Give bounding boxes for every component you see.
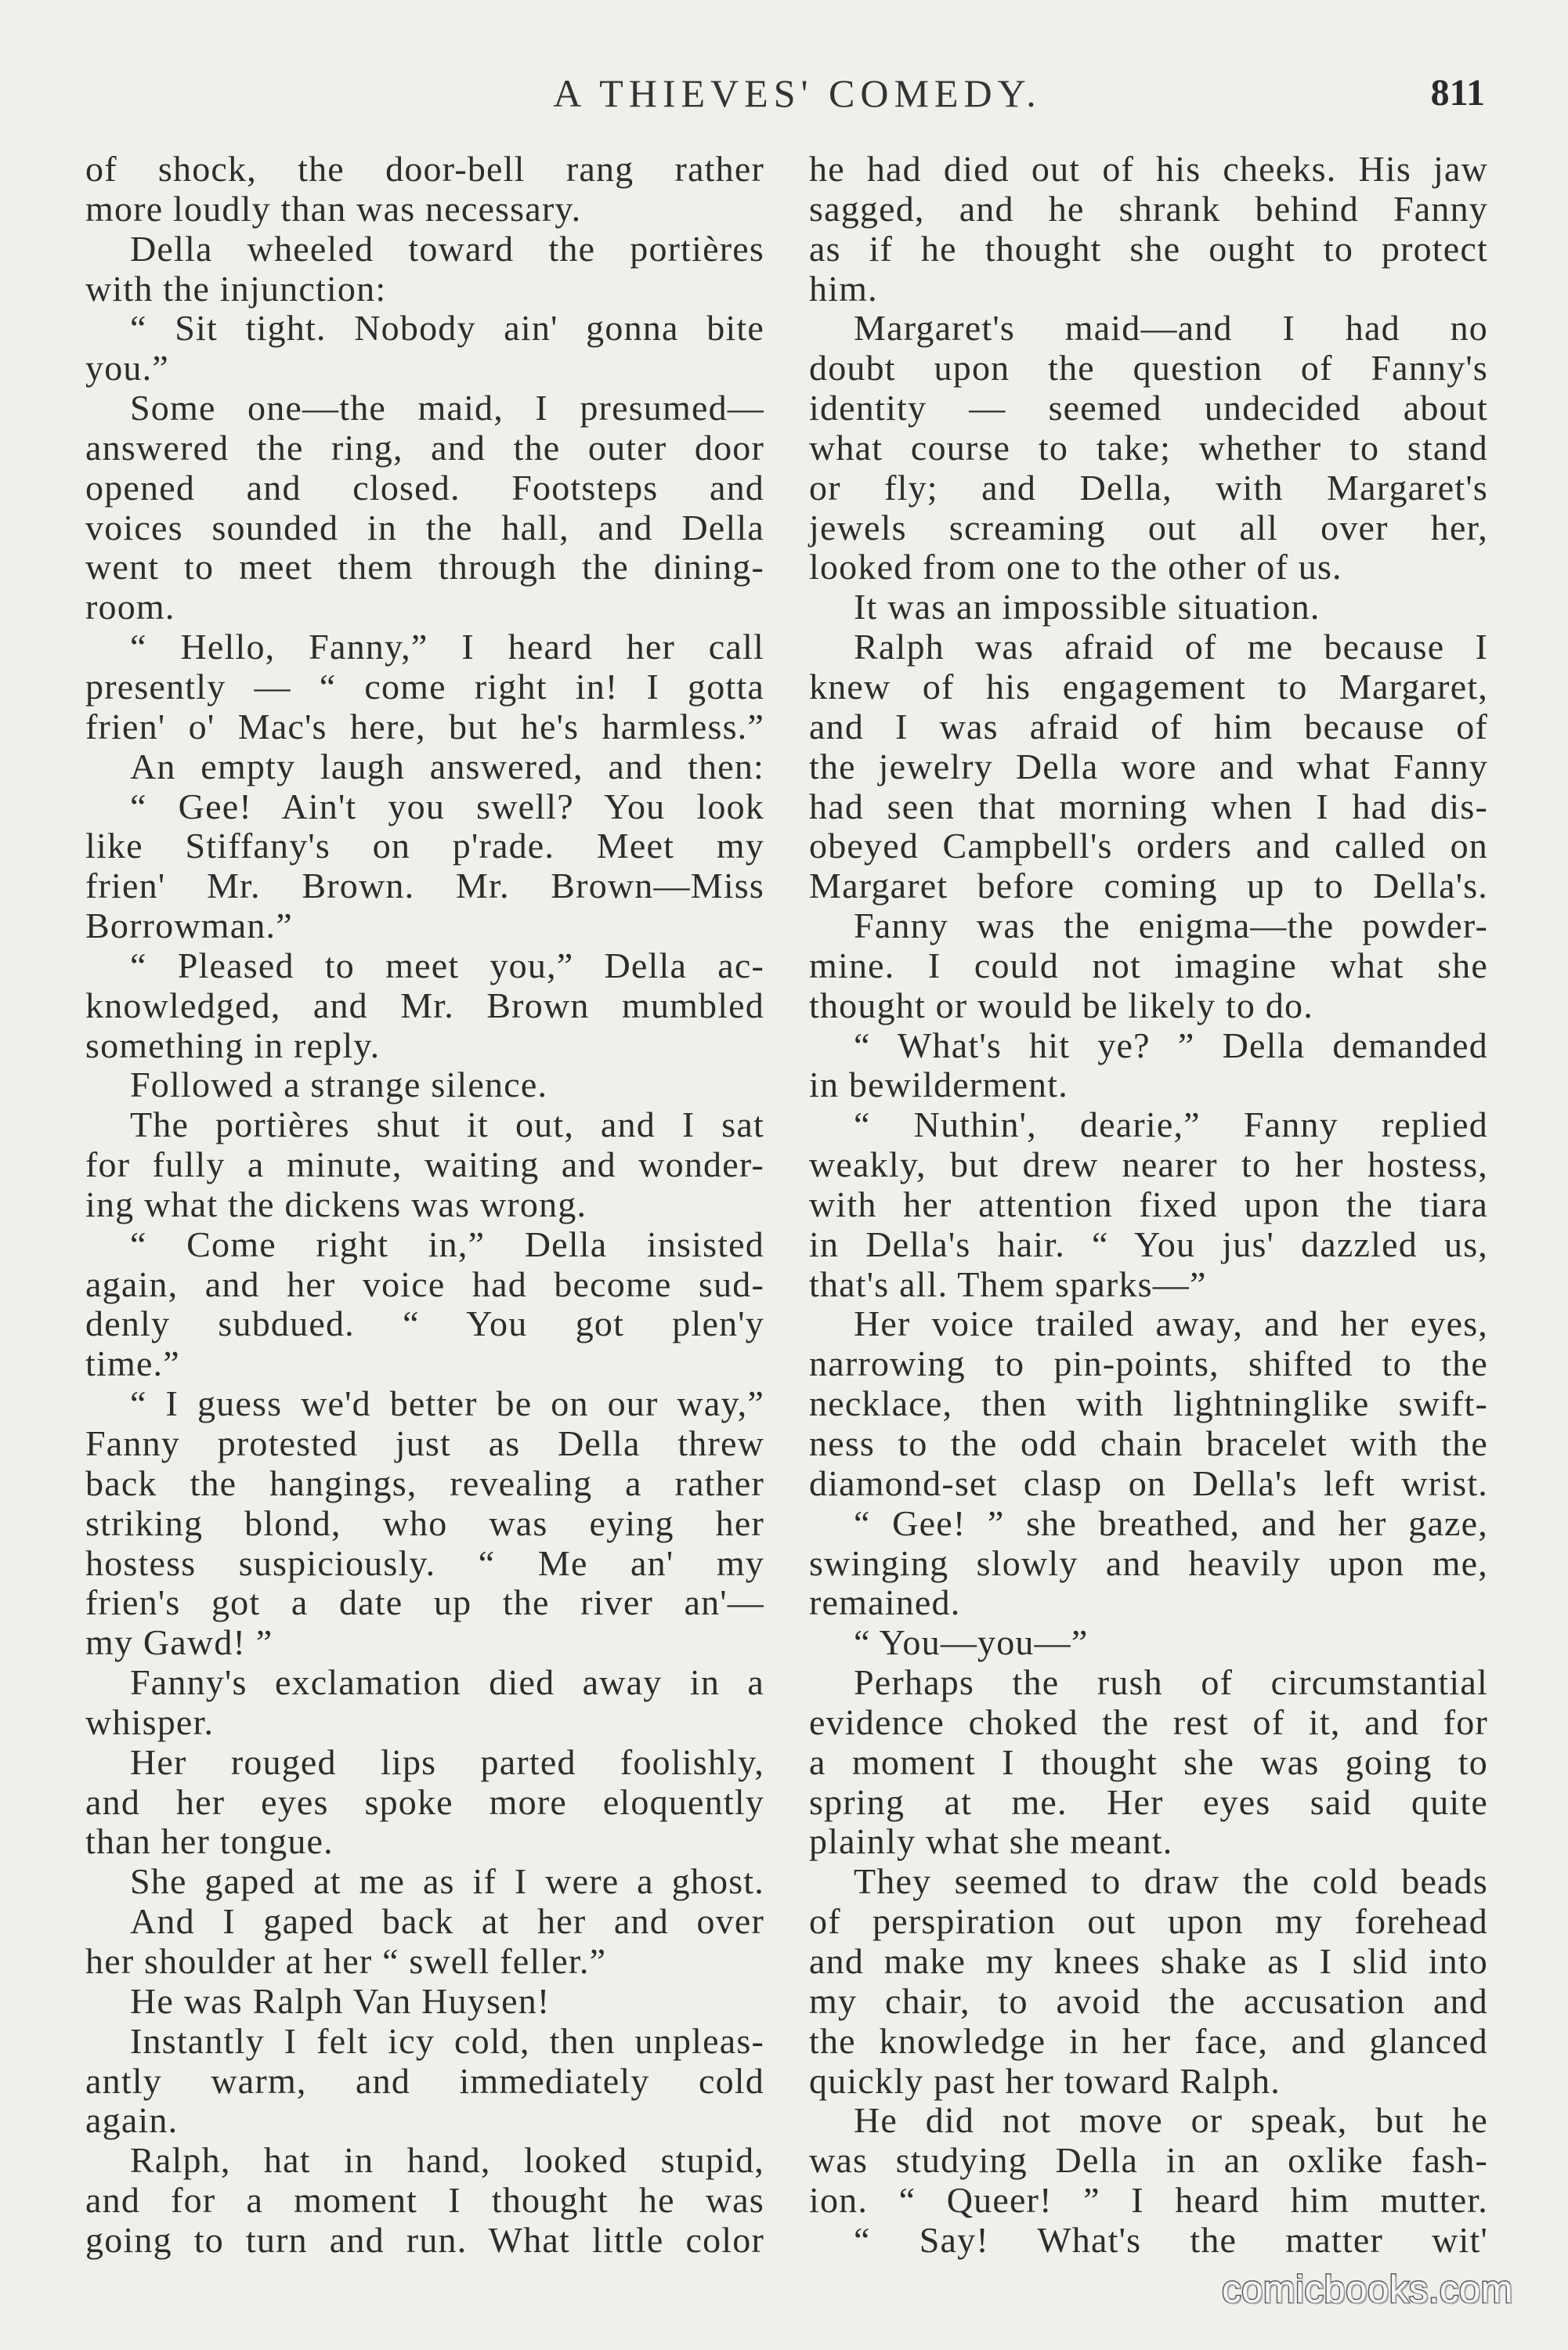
text-line: or fly; and Della, with Margaret's (809, 467, 1488, 508)
text-line: Ralph, hat in hand, looked stupid, (130, 2140, 764, 2181)
page-number: 811 (1430, 72, 1485, 114)
text-line: “ Say! What's the matter wit' (854, 2219, 1488, 2260)
text-line: a moment I thought she was going to (809, 1741, 1488, 1782)
text-line: She gaped at me as if I were a ghost. (130, 1861, 764, 1902)
text-line: what course to take; whether to stand (809, 427, 1488, 468)
text-line: in Della's hair. “ You jus' dazzled us, (809, 1224, 1488, 1264)
text-line: obeyed Campbell's orders and called on (809, 826, 1488, 866)
text-line: An empty laugh answered, and then: (130, 746, 764, 786)
text-line: Ralph was afraid of me because I (854, 627, 1488, 667)
text-line: presently — “ come right in! I gotta (85, 666, 764, 707)
text-line: of shock, the door-bell rang rather (85, 149, 764, 189)
text-line: hostess suspiciously. “ Me an' my (85, 1542, 764, 1583)
text-line: whisper. (85, 1701, 215, 1742)
text-line: Fanny's exclamation died away in a (130, 1662, 764, 1703)
left-column (85, 150, 764, 2261)
text-line: and I was afraid of him because of (809, 706, 1488, 747)
text-line: time.” (85, 1343, 180, 1384)
text-line: Perhaps the rush of circumstantial (854, 1662, 1488, 1703)
text-line: spring at me. Her eyes said quite (809, 1781, 1488, 1822)
text-line: frien' o' Mac's here, but he's harmless.” (85, 706, 764, 747)
text-line: sagged, and he shrank behind Fanny (809, 188, 1488, 229)
text-line: diamond-set clasp on Della's left wrist. (809, 1462, 1488, 1503)
text-line: He was Ralph Van Huysen! (130, 1980, 551, 2021)
running-title: A THIEVES' COMEDY. (553, 71, 1042, 115)
text-line: “ Nuthin', dearie,” Fanny replied (854, 1104, 1488, 1145)
text-line: with her attention fixed upon the tiara (809, 1184, 1488, 1224)
text-line: striking blond, who was eying her (85, 1502, 764, 1543)
text-line: going to turn and run. What little color (85, 2219, 764, 2260)
text-line: looked from one to the other of us. (809, 547, 1342, 588)
text-line: “ Gee! Ain't you swell? You look (130, 786, 764, 826)
text-line: he had died out of his cheeks. His jaw (809, 149, 1488, 189)
text-line: frien's got a date up the river an'— (85, 1582, 764, 1623)
text-line: Margaret before coming up to Della's. (809, 866, 1488, 906)
text-line: Her rouged lips parted foolishly, (130, 1741, 764, 1782)
right-column (809, 150, 1488, 2261)
text-line: mine. I could not imagine what she (809, 945, 1488, 985)
text-line: the jewelry Della wore and what Fanny (809, 746, 1488, 786)
text-line: “ What's hit ye? ” Della demanded (854, 1025, 1488, 1065)
watermark: comicbooks.com (1222, 2269, 1513, 2311)
text-line: opened and closed. Footsteps and (85, 467, 764, 508)
text-line: more loudly than was necessary. (85, 188, 582, 229)
text-line: ness to the odd chain bracelet with the (809, 1423, 1488, 1463)
text-line: ion. “ Queer! ” I heard him mutter. (809, 2180, 1488, 2221)
text-line: “ I guess we'd better be on our way,” (130, 1383, 764, 1424)
text-line: Fanny was the enigma—the powder- (854, 906, 1488, 946)
text-line: answered the ring, and the outer door (85, 427, 764, 468)
text-line: my Gawd! ” (85, 1622, 273, 1663)
text-line: knew of his engagement to Margaret, (809, 666, 1488, 707)
text-line: for fully a minute, waiting and wonder- (85, 1144, 764, 1185)
text-line: thought or would be likely to do. (809, 985, 1313, 1025)
text-line: the knowledge in her face, and glanced (809, 2020, 1488, 2061)
text-line: “ Come right in,” Della insisted (130, 1224, 764, 1264)
text-line: And I gaped back at her and over (130, 1901, 764, 1942)
text-line: jewels screaming out all over her, (809, 507, 1488, 548)
text-line: doubt upon the question of Fanny's (809, 348, 1488, 389)
text-line: “ Pleased to meet you,” Della ac- (130, 945, 764, 985)
text-line: ing what the dickens was wrong. (85, 1184, 587, 1224)
text-line: evidence choked the rest of it, and for (809, 1701, 1488, 1742)
text-line: They seemed to draw the cold beads (854, 1861, 1488, 1902)
text-line: He did not move or speak, but he (854, 2100, 1488, 2141)
text-line: It was an impossible situation. (854, 587, 1321, 627)
text-line: swinging slowly and heavily upon me, (809, 1542, 1488, 1583)
text-line: Margaret's maid—and I had no (854, 308, 1488, 349)
text-line: “ Hello, Fanny,” I heard her call (130, 627, 764, 667)
text-line: that's all. Them sparks—” (809, 1264, 1207, 1304)
text-line: quickly past her toward Ralph. (809, 2060, 1281, 2101)
text-line: knowledged, and Mr. Brown mumbled (85, 985, 764, 1025)
text-line: and make my knees shake as I slid into (809, 1940, 1488, 1981)
text-line: went to meet them through the dining- (85, 547, 764, 588)
text-line: remained. (809, 1582, 961, 1623)
text-line: had seen that morning when I had dis- (809, 786, 1488, 826)
text-line: voices sounded in the hall, and Della (85, 507, 764, 548)
text-line: frien' Mr. Brown. Mr. Brown—Miss (85, 866, 764, 906)
text-line: of perspiration out upon my forehead (809, 1901, 1488, 1942)
text-line: Followed a strange silence. (130, 1065, 548, 1105)
text-line: The portières shut it out, and I sat (130, 1104, 764, 1145)
text-line: denly subdued. “ You got plen'y (85, 1303, 764, 1344)
text-line: Fanny protested just as Della threw (85, 1423, 764, 1463)
text-line: something in reply. (85, 1025, 381, 1065)
text-line: and for a moment I thought he was (85, 2180, 764, 2221)
text-line: plainly what she meant. (809, 1821, 1173, 1862)
text-line: identity — seemed undecided about (809, 388, 1488, 428)
text-line: Instantly I felt icy cold, then unpleas- (130, 2020, 764, 2061)
text-line: Borrowman.” (85, 906, 293, 946)
text-line: and her eyes spoke more eloquently (85, 1781, 764, 1822)
text-line: Some one—the maid, I presumed— (130, 388, 764, 428)
text-line: than her tongue. (85, 1821, 334, 1862)
text-line: “ Sit tight. Nobody ain' gonna bite (130, 308, 764, 349)
text-line: antly warm, and immediately cold (85, 2060, 764, 2101)
text-line: was studying Della in an oxlike fash- (809, 2140, 1488, 2181)
text-line: her shoulder at her “ swell feller.” (85, 1940, 607, 1981)
text-line: room. (85, 587, 175, 627)
text-line: like Stiffany's on p'rade. Meet my (85, 826, 764, 866)
text-line: back the hangings, revealing a rather (85, 1462, 764, 1503)
text-line: with the injunction: (85, 268, 387, 309)
text-line: him. (809, 268, 878, 309)
text-line: my chair, to avoid the accusation and (809, 1980, 1488, 2021)
text-line: Della wheeled toward the portières (130, 228, 764, 269)
text-line: weakly, but drew nearer to her hostess, (809, 1144, 1488, 1185)
text-line: narrowing to pin-points, shifted to the (809, 1343, 1488, 1384)
text-line: again. (85, 2100, 179, 2141)
text-line: “ You—you—” (854, 1622, 1089, 1663)
text-line: Her voice trailed away, and her eyes, (854, 1303, 1488, 1344)
text-line: in bewilderment. (809, 1065, 1068, 1105)
text-line: you.” (85, 348, 169, 389)
text-line: necklace, then with lightninglike swift- (809, 1383, 1488, 1424)
text-line: again, and her voice had become sud- (85, 1264, 764, 1304)
text-line: “ Gee! ” she breathed, and her gaze, (854, 1502, 1488, 1543)
text-line: as if he thought she ought to protect (809, 228, 1488, 269)
